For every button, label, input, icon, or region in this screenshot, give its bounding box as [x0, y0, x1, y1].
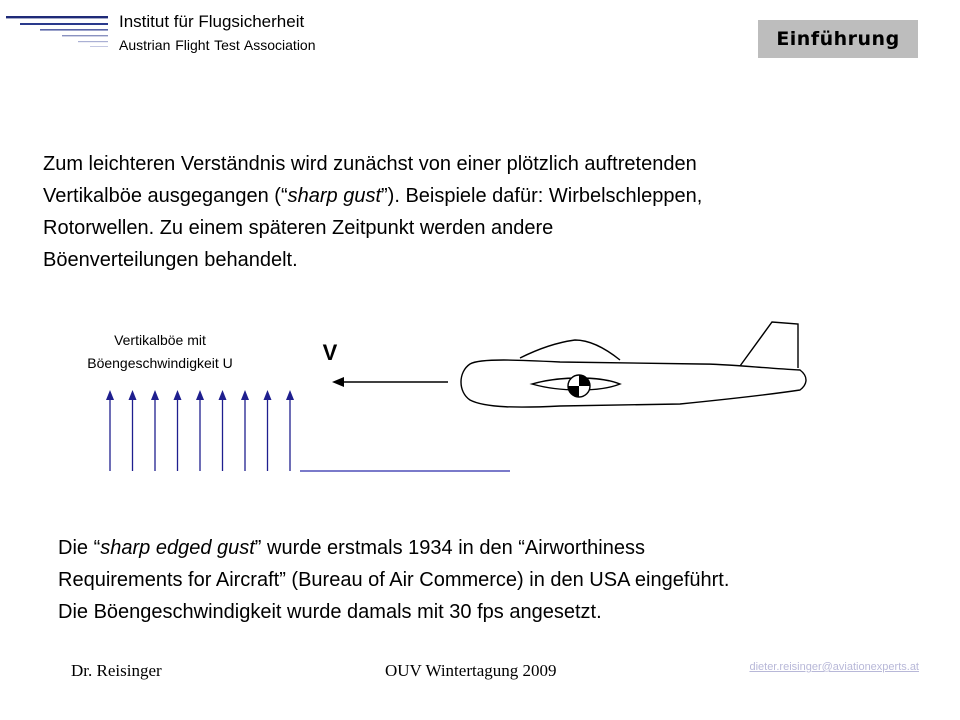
- aircraft-icon: [461, 322, 806, 407]
- gust-label-line2: Böengeschwindigkeit U: [87, 355, 233, 371]
- institute-logo-icon: [6, 14, 112, 54]
- footer-author: Dr. Reisinger: [71, 661, 162, 680]
- gust-arrows: [106, 390, 294, 471]
- intro-paragraph: [43, 148, 903, 276]
- section-tag: Einführung: [758, 20, 918, 58]
- gust-arrow-head: [106, 390, 114, 400]
- intro-line: Vertikalböe ausgegangen (“sharp gust”). Beispiele dafür: Wirbelschleppen,: [43, 185, 703, 207]
- intro-line: Zum leichteren Verständnis wird zunächst von einer plötzlich auftretenden: [43, 153, 697, 175]
- history-paragraph: [58, 532, 938, 628]
- center-of-gravity-icon: [568, 375, 590, 397]
- velocity-arrow: [332, 377, 448, 387]
- footer-email-link[interactable]: dieter.reisinger@aviationexperts.at: [749, 661, 919, 673]
- intro-line: Rotorwellen. Zu einem späteren Zeitpunkt werden andere: [43, 217, 554, 239]
- history-line: Die “sharp edged gust” wurde erstmals 1934 in den “Airworthiness: [58, 537, 645, 559]
- gust-arrow-head: [241, 390, 249, 400]
- gust-arrow-head: [129, 390, 137, 400]
- sharp-edged-gust-term: sharp edged gust: [100, 537, 255, 559]
- gust-arrow-head: [174, 390, 182, 400]
- gust-label-line1: Vertikalböe mit: [114, 332, 206, 348]
- velocity-label: V: [322, 340, 338, 365]
- institute-name: Institut für Flugsicherheit: [119, 12, 305, 31]
- intro-line: Böenverteilungen behandelt.: [43, 249, 298, 271]
- gust-arrow-head: [286, 390, 294, 400]
- gust-diagram: [0, 300, 960, 500]
- sharp-gust-term: sharp gust: [287, 185, 382, 207]
- history-line: Die Böengeschwindigkeit wurde damals mit 30 fps angesetzt.: [58, 601, 602, 623]
- gust-arrow-head: [151, 390, 159, 400]
- footer-event: OUV Wintertagung 2009: [385, 661, 557, 680]
- gust-arrow-head: [219, 390, 227, 400]
- gust-arrow-head: [264, 390, 272, 400]
- gust-arrow-head: [196, 390, 204, 400]
- institute-subtitle: Austrian Flight Test Association: [119, 37, 316, 53]
- history-line: Requirements for Aircraft” (Bureau of Air Commerce) in den USA eingeführt.: [58, 569, 730, 591]
